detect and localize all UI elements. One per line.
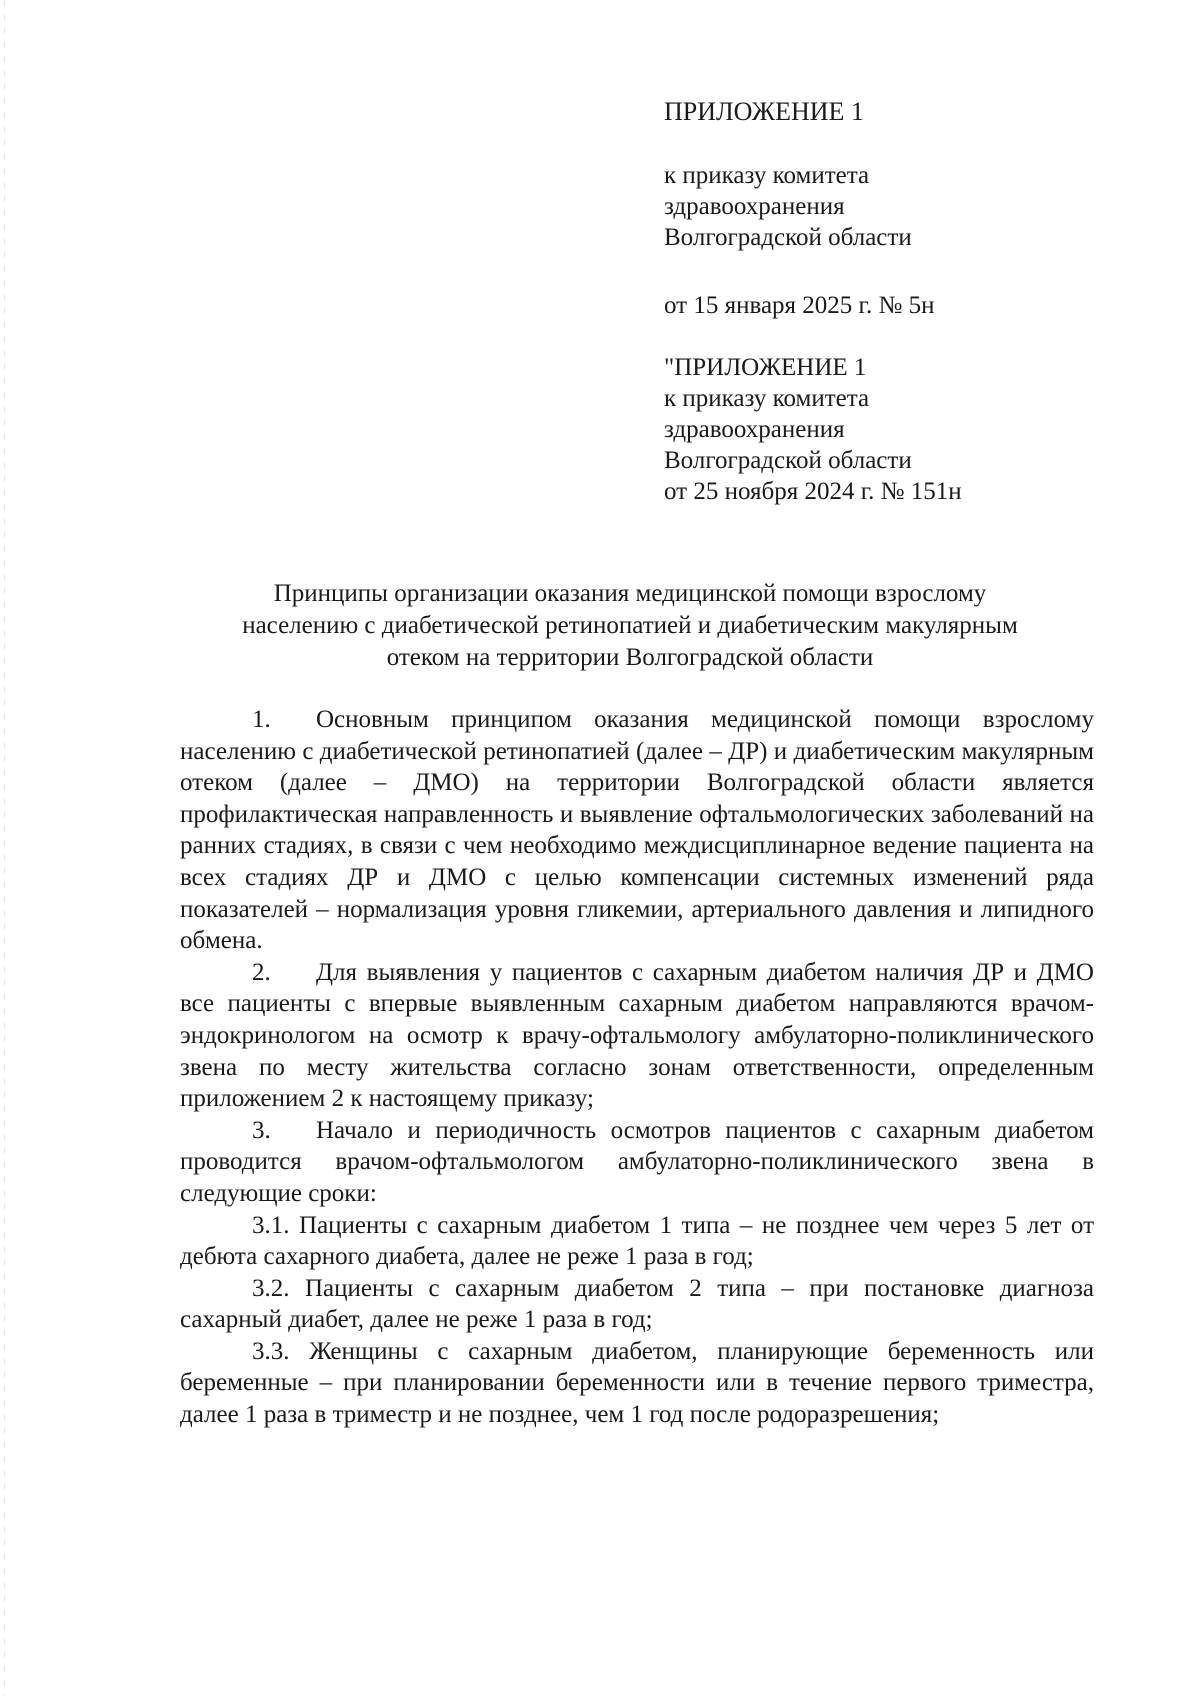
- subparagraph-text: Женщины с сахарным диабетом, планирующие беременность или беременные – при планировании беременности или в течение первого триместра, далее 1 раза в триместр и не позднее, чем 1 год после родоразрешения;: [180, 1337, 1094, 1429]
- appendix-reference-line: Волгоградской области: [664, 224, 912, 251]
- appendix-title-text: ПРИЛОЖЕНИЕ 1: [664, 97, 864, 126]
- subparagraph-3-2: [180, 1273, 1094, 1336]
- paragraph-text: Начало и периодичность осмотров пациентов с сахарным диабетом проводится врачом-офтальмологом амбулаторно-поликлинического звена в следующие сроки:: [180, 1116, 1094, 1207]
- paragraph-3: [180, 1115, 1094, 1210]
- document-title-line: отеком на территории Волгоградской области: [386, 644, 874, 671]
- paragraph-text: Основным принципом оказания медицинской помощи взрослому населению с диабетической ретинопатией (далее – ДР) и диабетическим макулярным отеком (далее – ДМО) на территории Волгоградской области является профилактическая направленность и выявление офтальмологических заболеваний на ранних стадиях, в связи с чем необходимо междисциплинарное ведение пациента на всех стадиях ДР и ДМО с целью компенсации системных изменений ряда показателей – нормализация уровня гликемии, артериального давления и липидного обмена.: [180, 706, 1094, 955]
- order-date-text: от 15 января 2025 г. № 5н: [664, 292, 935, 319]
- subparagraph-text: Пациенты с сахарным диабетом 2 типа – при постановке диагноза сахарный диабет, далее не реже 1 раза в год;: [180, 1274, 1094, 1334]
- quoted-header-line: "ПРИЛОЖЕНИЕ 1: [664, 354, 867, 381]
- appendix-reference-line: к приказу комитета: [664, 162, 870, 189]
- scan-edge-artifact: [4, 0, 5, 1696]
- document-title: [160, 578, 1100, 674]
- subparagraph-text: Пациенты с сахарным диабетом 1 типа – не позднее чем через 5 лет от дебюта сахарного диабета, далее не реже 1 раза в год;: [180, 1211, 1095, 1271]
- paragraph-number: 1.: [252, 706, 271, 733]
- document-body: [180, 704, 1094, 1431]
- subparagraph-number: 3.2.: [252, 1274, 290, 1302]
- quoted-header-line: к приказу комитета: [664, 385, 870, 412]
- appendix-reference: [664, 160, 1164, 253]
- quoted-appendix-header: [664, 352, 1164, 507]
- paragraph-1: [180, 704, 1094, 957]
- order-date: [664, 290, 1164, 321]
- subparagraph-3-3: [180, 1336, 1094, 1431]
- appendix-reference-line: здравоохранения: [664, 193, 845, 220]
- subparagraph-number: 3.3.: [252, 1337, 290, 1365]
- paragraph-number: 3.: [252, 1116, 271, 1144]
- document-title-line: Принципы организации оказания медицинской помощи взрослому: [273, 580, 987, 607]
- subparagraph-number: 3.1.: [252, 1211, 290, 1239]
- paragraph-2: [180, 957, 1094, 1115]
- document-title-line: населению с диабетической ретинопатией и диабетическим макулярным: [242, 612, 1018, 639]
- paragraph-number: 2.: [252, 958, 271, 986]
- quoted-header-line: здравоохранения: [664, 416, 845, 443]
- quoted-header-line: Волгоградской области: [664, 447, 912, 474]
- quoted-header-line: от 25 ноября 2024 г. № 151н: [664, 478, 962, 505]
- subparagraph-3-1: [180, 1210, 1094, 1273]
- paragraph-text: Для выявления у пациентов с сахарным диабетом наличия ДР и ДМО все пациенты с впервые выявленным сахарным диабетом направляются врачом-эндокринологом на осмотр к врачу-офтальмологу амбулаторно-поликлинического звена по месту жительства согласно зонам ответственности, определенным приложением 2 к настоящему приказу;: [180, 958, 1094, 1113]
- appendix-title: [664, 96, 1164, 127]
